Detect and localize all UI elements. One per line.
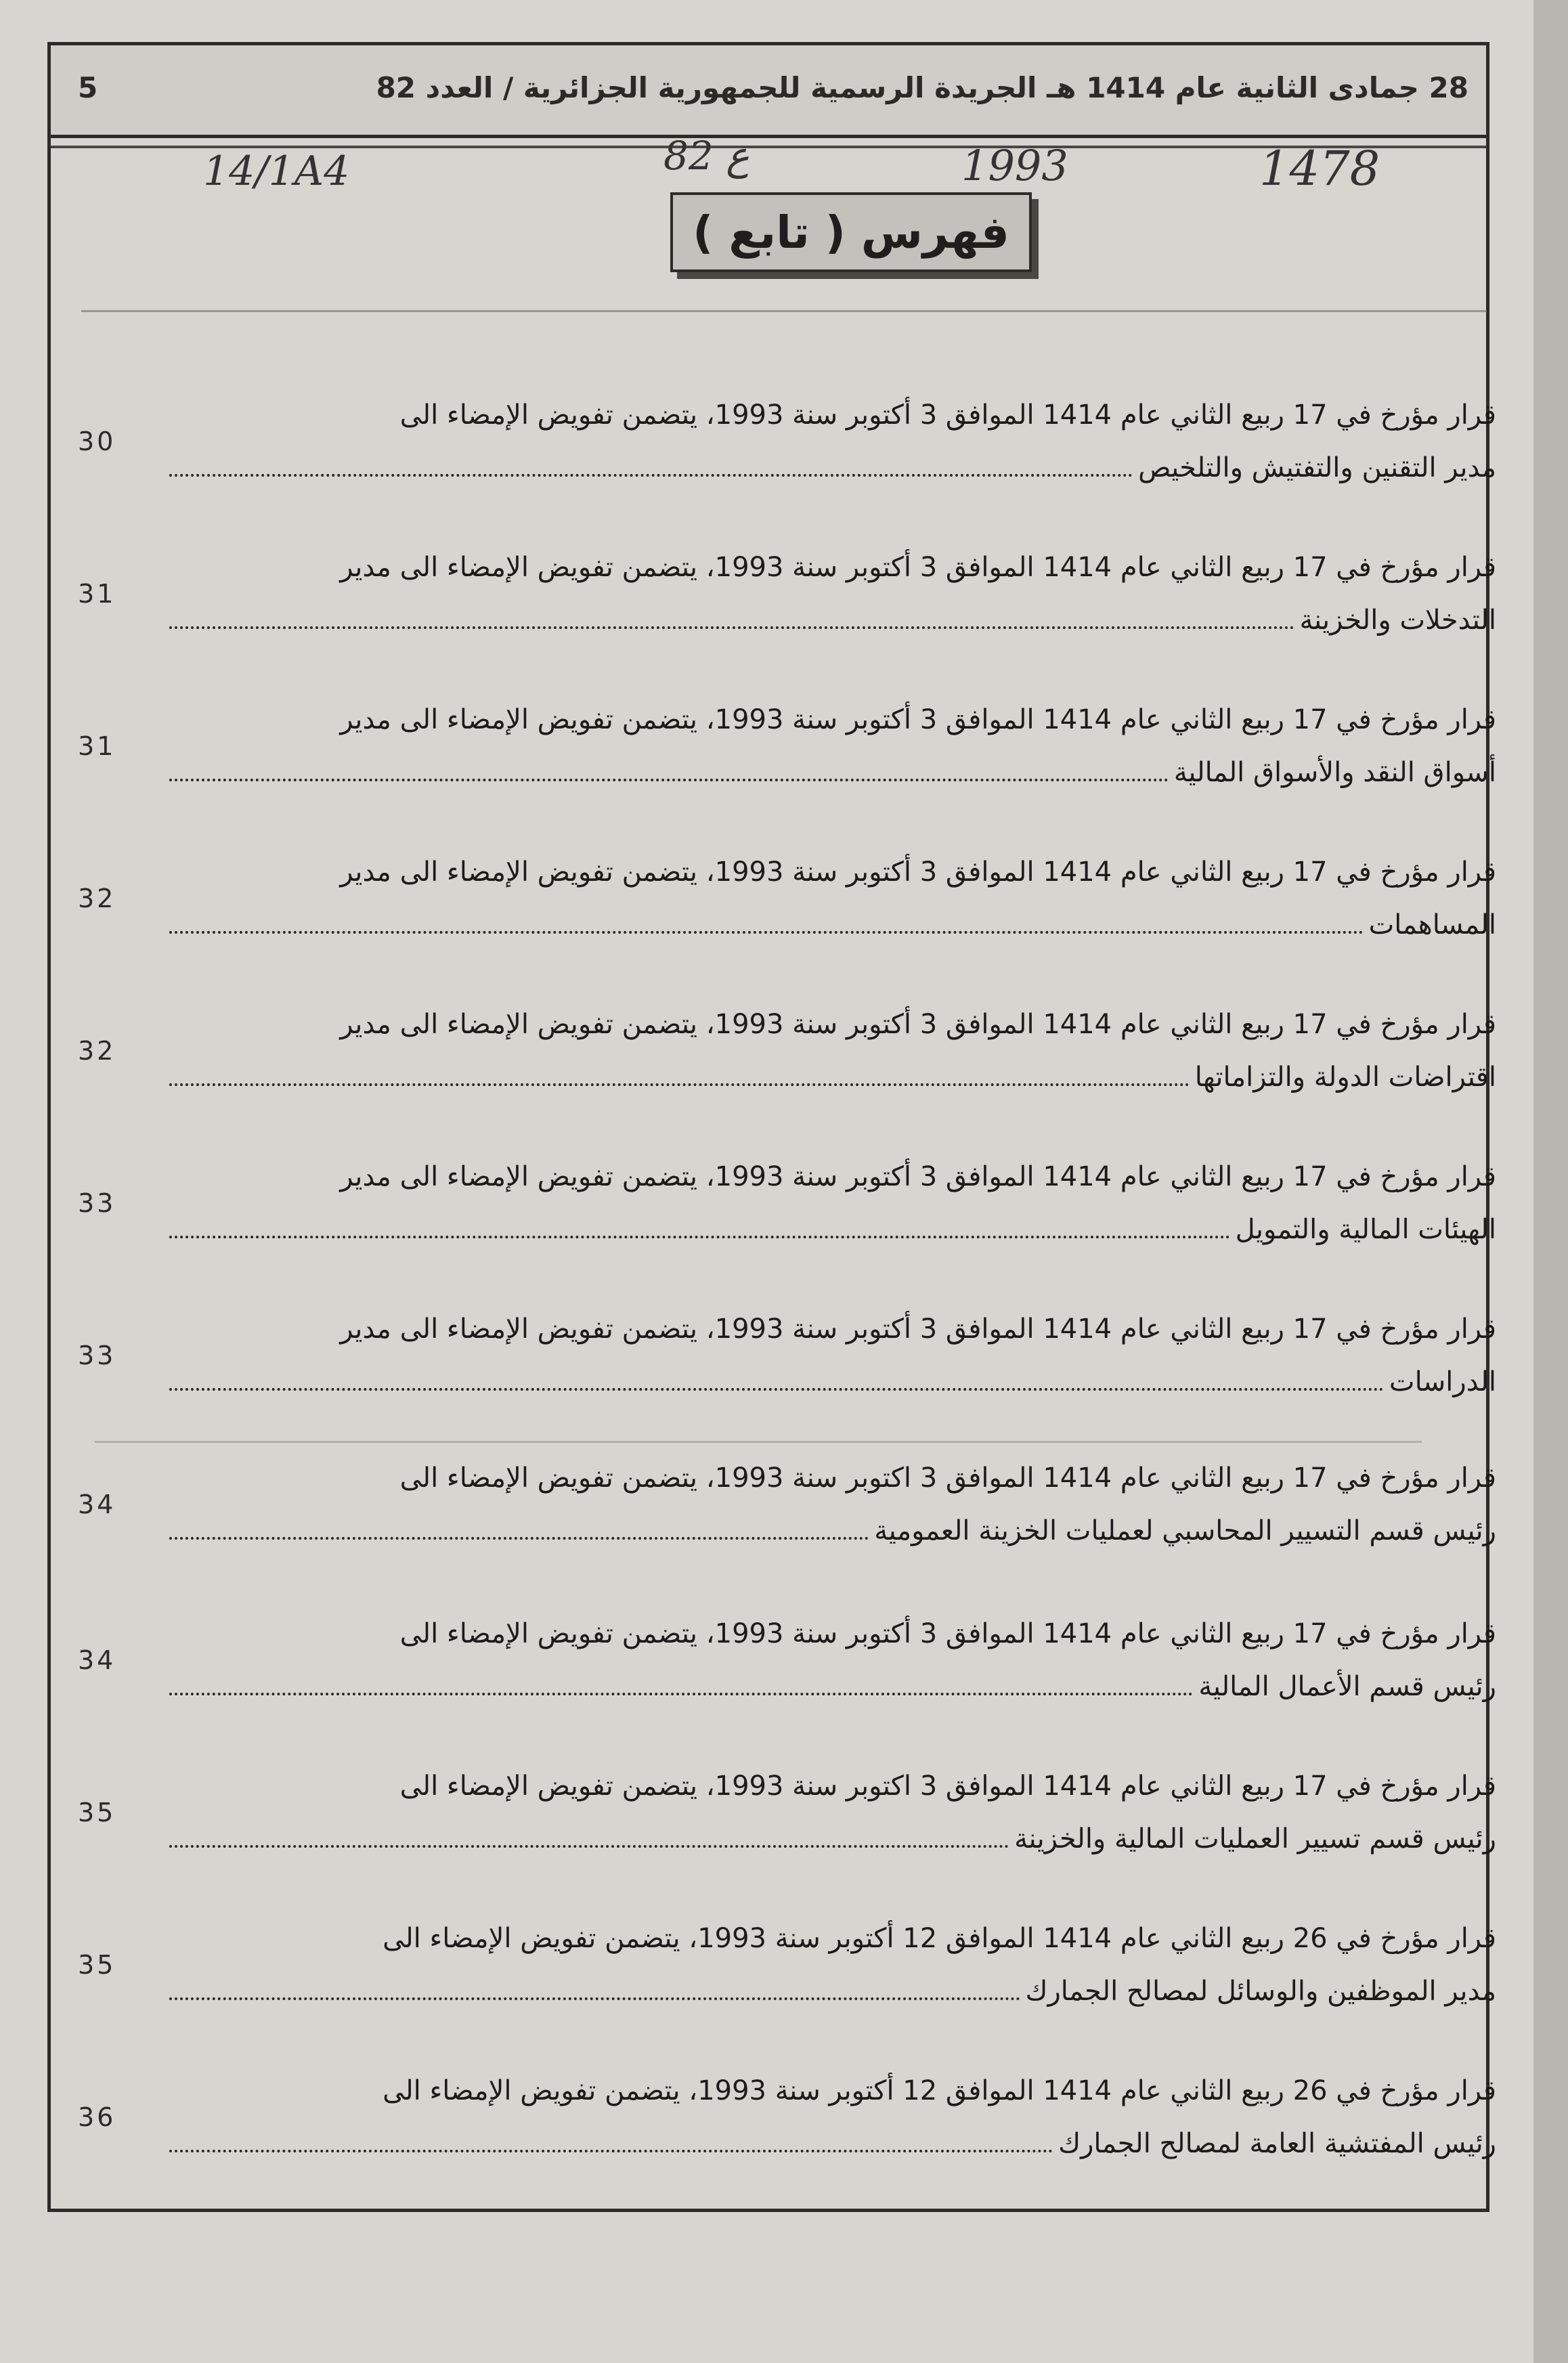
entry-line-1: قرار مؤرخ في 17 ربيع الثاني عام 1414 الموافق 3 أكتوبر سنة 1993، يتضمن تفويض الإمضاء الى مدير — [340, 857, 1496, 888]
page-number: 5 — [78, 71, 98, 104]
entry-page-number: 33 — [78, 1341, 116, 1370]
toc-entry — [78, 857, 1496, 965]
entry-subject: مدير التقنين والتفتيش والتلخيص — [1138, 452, 1496, 483]
dot-leader — [169, 1974, 1020, 2000]
entry-subject: مدير الموظفين والوسائل لمصالح الجمارك — [1025, 1976, 1496, 2007]
dot-leader — [169, 1514, 869, 1540]
handwritten-note-middle-a: 82 ع — [663, 133, 749, 179]
toc-entry — [78, 399, 1496, 508]
dot-leader — [169, 1213, 1230, 1238]
entry-page-number: 36 — [78, 2102, 116, 2132]
entry-page-number: 31 — [78, 579, 116, 609]
toc-entry — [78, 704, 1496, 812]
entry-subject: رئيس المفتشية العامة لمصالح الجمارك — [1058, 2128, 1496, 2159]
entry-line-2 — [169, 1365, 1496, 1397]
entry-subject: الهيئات المالية والتمويل — [1235, 1214, 1496, 1245]
entry-line-2 — [169, 756, 1496, 788]
entry-line-2 — [169, 908, 1496, 940]
faint-divider — [95, 1441, 1422, 1443]
entry-line-2 — [169, 1213, 1496, 1245]
entry-page-number: 35 — [78, 1798, 116, 1827]
entry-line-2 — [169, 1822, 1496, 1855]
entry-page-number: 34 — [78, 1490, 116, 1519]
dot-leader — [169, 451, 1133, 477]
entry-line-1: قرار مؤرخ في 17 ربيع الثاني عام 1414 الموافق 3 اكتوبر سنة 1993، يتضمن تفويض الإمضاء الى — [399, 1462, 1496, 1494]
handwritten-note-left: 14/1A4 — [203, 148, 350, 195]
entry-line-2 — [169, 451, 1496, 483]
entry-subject: رئيس قسم الأعمال المالية — [1198, 1671, 1496, 1702]
entry-line-1: قرار مؤرخ في 17 ربيع الثاني عام 1414 الموافق 3 اكتوبر سنة 1993، يتضمن تفويض الإمضاء الى — [399, 1771, 1496, 1802]
header-title: 28 جمادى الثانية عام 1414 هـ الجريدة الرسمية للجمهورية الجزائرية / العدد 82 — [376, 71, 1468, 104]
handwritten-note-right: 1478 — [1259, 141, 1380, 196]
entry-subject: رئيس قسم التسيير المحاسبي لعمليات الخزينة العمومية — [874, 1515, 1496, 1546]
entry-subject: التدخلات والخزينة — [1299, 605, 1496, 636]
toc-entry — [78, 1618, 1496, 1727]
entry-line-1: قرار مؤرخ في 17 ربيع الثاني عام 1414 الموافق 3 أكتوبر سنة 1993، يتضمن تفويض الإمضاء الى مدير — [340, 552, 1496, 583]
dot-leader — [169, 2127, 1053, 2152]
entry-line-1: قرار مؤرخ في 17 ربيع الثاني عام 1414 الموافق 3 أكتوبر سنة 1993، يتضمن تفويض الإمضاء الى — [399, 1618, 1496, 1649]
dot-leader — [169, 1365, 1384, 1391]
entry-page-number: 34 — [78, 1645, 116, 1675]
entry-line-1: قرار مؤرخ في 17 ربيع الثاني عام 1414 الموافق 3 أكتوبر سنة 1993، يتضمن تفويض الإمضاء الى مدير — [340, 704, 1496, 735]
entry-page-number: 31 — [78, 731, 116, 761]
toc-entry — [78, 1771, 1496, 1879]
toc-entry — [78, 1923, 1496, 2031]
entry-page-number: 33 — [78, 1188, 116, 1218]
entry-line-2 — [169, 603, 1496, 636]
entry-page-number: 35 — [78, 1950, 116, 1980]
entry-page-number: 30 — [78, 427, 116, 456]
entry-page-number: 32 — [78, 1036, 116, 1066]
dot-leader — [169, 603, 1294, 629]
entry-line-1: قرار مؤرخ في 17 ربيع الثاني عام 1414 الموافق 3 أكتوبر سنة 1993، يتضمن تفويض الإمضاء الى مدير — [340, 1009, 1496, 1040]
entry-subject: الدراسات — [1389, 1366, 1496, 1397]
entry-subject: رئيس قسم تسيير العمليات المالية والخزينة — [1014, 1823, 1496, 1855]
toc-entry — [78, 552, 1496, 660]
entry-line-1: قرار مؤرخ في 17 ربيع الثاني عام 1414 الموافق 3 أكتوبر سنة 1993، يتضمن تفويض الإمضاء الى مدير — [340, 1161, 1496, 1192]
entry-subject: المساهمات — [1368, 909, 1496, 940]
entry-line-2 — [169, 2127, 1496, 2159]
entry-line-1: قرار مؤرخ في 26 ربيع الثاني عام 1414 الموافق 12 أكتوبر سنة 1993، يتضمن تفويض الإمضاء الى — [383, 1923, 1496, 1954]
entry-line-2 — [169, 1514, 1496, 1546]
toc-entry — [78, 1009, 1496, 1117]
dot-leader — [169, 1060, 1190, 1086]
toc-entry — [78, 1314, 1496, 1422]
entry-line-2 — [169, 1060, 1496, 1093]
entry-line-1: قرار مؤرخ في 17 ربيع الثاني عام 1414 الموافق 3 أكتوبر سنة 1993، يتضمن تفويض الإمضاء الى مدير — [340, 1314, 1496, 1345]
toc-entry — [78, 1462, 1496, 1571]
handwritten-note-middle-b: 1993 — [961, 141, 1068, 190]
toc-entry — [78, 2075, 1496, 2184]
toc-entry — [78, 1161, 1496, 1270]
entry-line-2 — [169, 1974, 1496, 2007]
entry-page-number: 32 — [78, 884, 116, 913]
dot-leader — [169, 1670, 1193, 1695]
entry-subject: أسواق النقد والأسواق المالية — [1173, 757, 1496, 788]
dot-leader — [169, 908, 1364, 934]
entry-subject: اقتراضات الدولة والتزاماتها — [1194, 1062, 1496, 1093]
dot-leader — [169, 1822, 1009, 1848]
entry-line-1: قرار مؤرخ في 17 ربيع الثاني عام 1414 الموافق 3 أكتوبر سنة 1993، يتضمن تفويض الإمضاء الى — [399, 399, 1496, 431]
section-title: فهرس ( تابع ) — [693, 206, 1009, 259]
entry-line-1: قرار مؤرخ في 26 ربيع الثاني عام 1414 الموافق 12 أكتوبر سنة 1993، يتضمن تفويض الإمضاء الى — [383, 2075, 1496, 2106]
entry-line-2 — [169, 1670, 1496, 1702]
dot-leader — [169, 756, 1169, 781]
